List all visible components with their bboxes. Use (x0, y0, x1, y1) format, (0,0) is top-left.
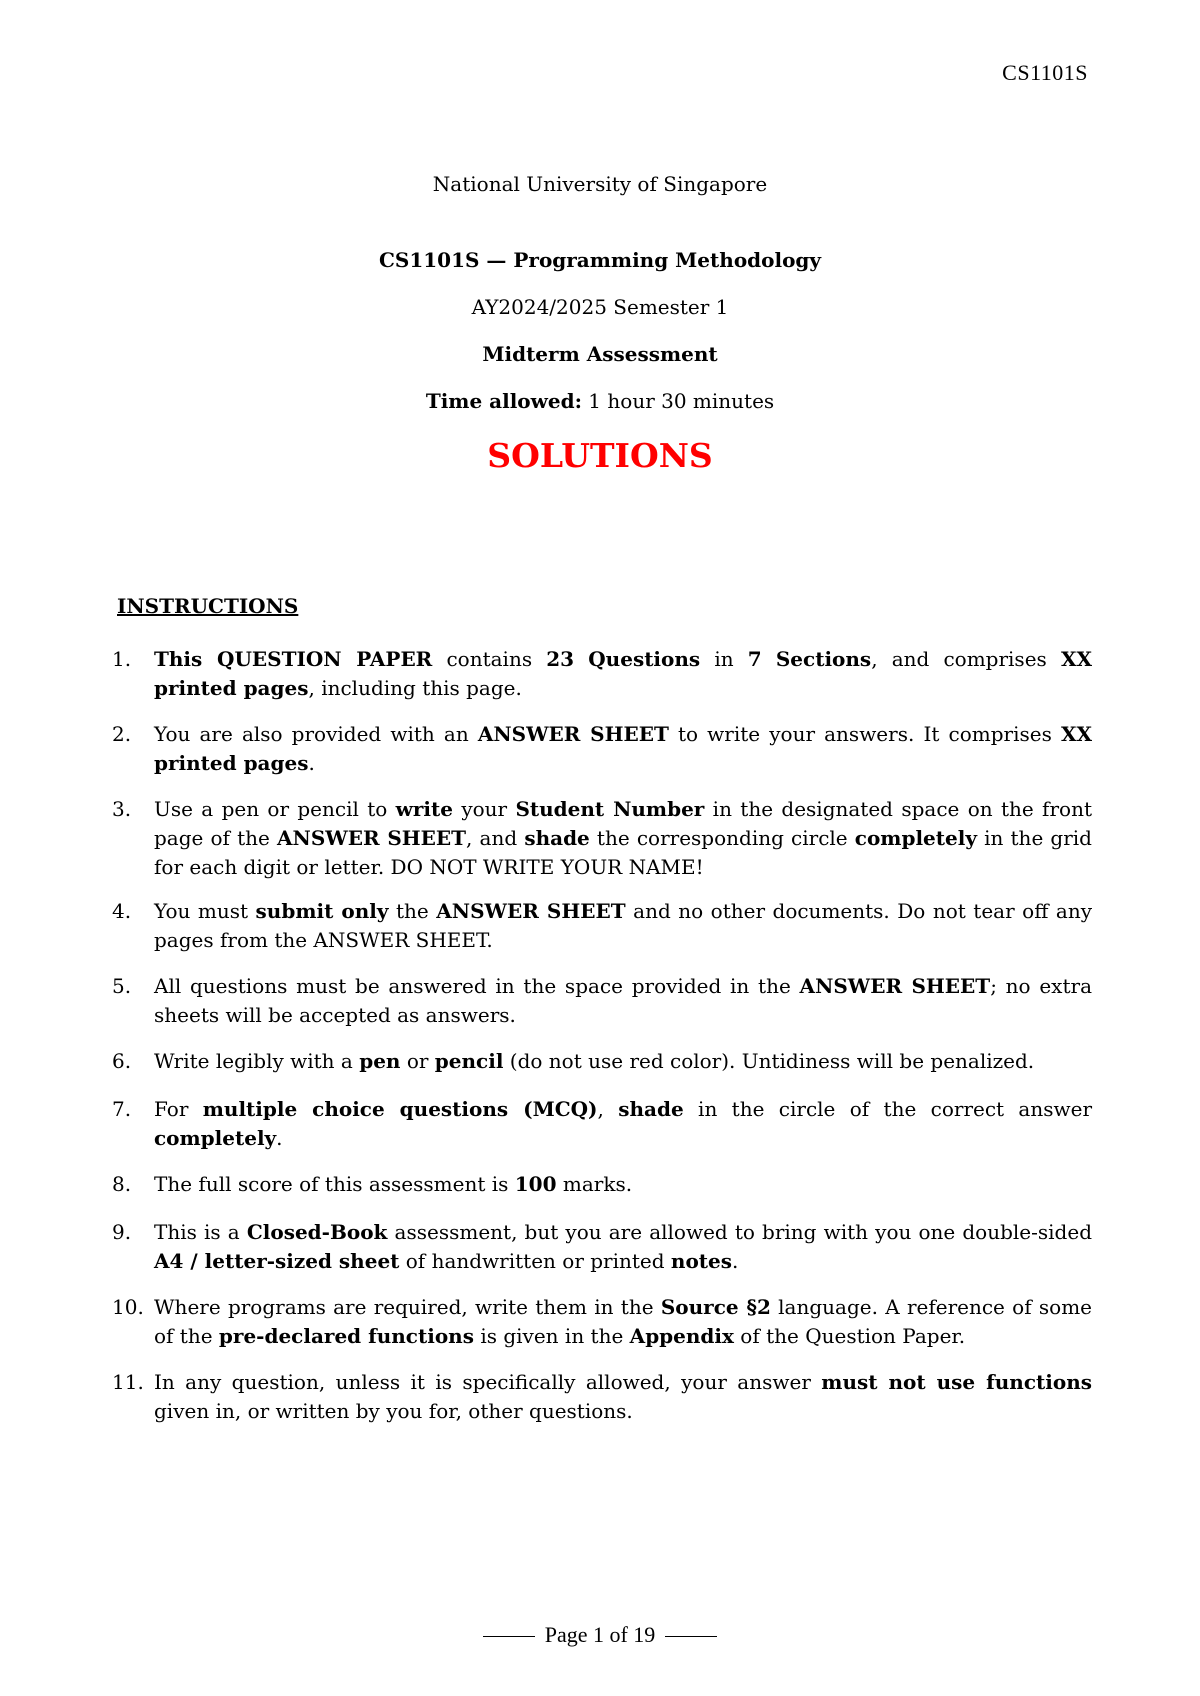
instruction-number: 5. (112, 974, 132, 998)
instruction-text: or (400, 1049, 435, 1073)
instruction-number: 2. (112, 722, 132, 746)
instruction-text: ANSWER SHEET (799, 974, 991, 998)
instruction-text: ; no extra sheets will be accepted as answers. (154, 974, 1092, 1027)
instruction-number: 9. (112, 1220, 132, 1244)
instruction-number: 11. (112, 1370, 144, 1394)
instruction-text: your (452, 797, 516, 821)
instruction-text: of the Question Paper. (733, 1324, 966, 1348)
instruction-text: ANSWER SHEET (277, 826, 467, 850)
instruction-text: 100 (514, 1172, 557, 1196)
instruction-text: XX printed pages (154, 647, 1092, 700)
instruction-text: language. A reference of some of the (154, 1295, 1092, 1348)
instruction-text: shade (618, 1097, 684, 1121)
instruction-item (112, 1095, 1092, 1153)
instruction-text: pre-declared functions (218, 1324, 474, 1348)
instruction-text: . (276, 1126, 283, 1150)
instruction-text: For (154, 1097, 203, 1121)
instruction-text: completely (854, 826, 977, 850)
instruction-text: Closed-Book (246, 1220, 388, 1244)
instruction-number: 1. (112, 647, 132, 671)
instruction-text: , and (466, 826, 525, 850)
instruction-text: Source §2 (660, 1295, 771, 1319)
instruction-text: and no other documents. Do not tear off any pages from the ANSWER SHEET. (154, 899, 1092, 952)
instruction-text: . (308, 751, 315, 775)
instruction-text: pen (359, 1049, 401, 1073)
instruction-text: QUESTION PAPER (217, 647, 433, 671)
instruction-text: In any question, unless it is specifically allowed, your answer (154, 1370, 822, 1394)
instruction-number: 4. (112, 899, 132, 923)
instruction-text: submit only (255, 899, 389, 923)
instruction-text: the (388, 899, 437, 923)
instruction-text: the corresponding circle (589, 826, 855, 850)
instruction-item (112, 1293, 1092, 1351)
instruction-text: completely (154, 1126, 277, 1150)
instruction-item (112, 795, 1092, 882)
instruction-item (112, 720, 1092, 778)
page-footer (0, 1622, 1200, 1648)
instruction-text (762, 647, 776, 671)
solutions-banner: SOLUTIONS (487, 436, 713, 475)
instruction-item (112, 1218, 1092, 1276)
instruction-item (112, 645, 1092, 703)
instruction-text: This (154, 647, 218, 671)
instruction-number: 7. (112, 1097, 132, 1121)
instruction-item (112, 1368, 1092, 1426)
instruction-text: You are also provided with an (154, 722, 478, 746)
instruction-text: , and comprises (871, 647, 1061, 671)
semester-label: AY2024/2025 Semester 1 (471, 295, 729, 319)
instruction-item (112, 972, 1092, 1030)
instruction-text: is given in the (473, 1324, 630, 1348)
instruction-text: Use a pen or pencil to (154, 797, 396, 821)
instruction-number: 6. (112, 1049, 132, 1073)
instruction-text: marks. (556, 1172, 633, 1196)
course-title: CS1101S — Programming Methodology (378, 248, 822, 272)
instruction-item (112, 1047, 1092, 1076)
instruction-text: , including this page. (308, 676, 522, 700)
instruction-text (574, 647, 588, 671)
instruction-text: ANSWER SHEET (436, 899, 626, 923)
instruction-text: ANSWER SHEET (477, 722, 669, 746)
instruction-number: 10. (112, 1295, 144, 1319)
instruction-text: All questions must be answered in the space provided in the (154, 974, 800, 998)
assessment-title: Midterm Assessment (482, 342, 718, 366)
instruction-text: contains (432, 647, 547, 671)
instruction-text: write (395, 797, 453, 821)
instruction-text: in the circle of the correct answer (683, 1097, 1093, 1121)
instruction-text: in the designated space on the front page of the (154, 797, 1092, 850)
instruction-text: You must (154, 899, 256, 923)
instruction-text: Questions (588, 647, 701, 671)
instruction-text: multiple choice questions (MCQ) (202, 1097, 598, 1121)
instruction-number: 8. (112, 1172, 132, 1196)
instruction-text: A4 / letter-sized sheet (154, 1249, 400, 1273)
instruction-text: Student Number (515, 797, 705, 821)
instruction-text: 23 (546, 647, 575, 671)
instruction-text: pencil (434, 1049, 504, 1073)
page-number: Page 1 of 19 (544, 1622, 656, 1647)
instruction-text: , (597, 1097, 619, 1121)
instruction-text: shade (524, 826, 590, 850)
instruction-text: Appendix (629, 1324, 734, 1348)
instruction-text: (do not use red color). Untidiness will be penalized. (503, 1049, 1035, 1073)
footer-rule-right (665, 1636, 717, 1637)
instruction-text: notes (670, 1249, 733, 1273)
instruction-text: Write legibly with a (154, 1049, 360, 1073)
instruction-text: . (732, 1249, 739, 1273)
instruction-text: given in, or written by you for, other questions. (154, 1399, 633, 1423)
header-course-code: CS1101S (1002, 60, 1088, 85)
instruction-text: Where programs are required, write them in the (154, 1295, 661, 1319)
time-allowed-value: 1 hour 30 minutes (581, 389, 775, 413)
instruction-number: 3. (112, 797, 132, 821)
instruction-text: The full score of this assessment is (154, 1172, 515, 1196)
instruction-text: This is a (154, 1220, 247, 1244)
instruction-text: 7 (747, 647, 762, 671)
instruction-text: to write your answers. It comprises (668, 722, 1061, 746)
instruction-text: in the grid for each digit or letter. DO NOT WRITE YOUR NAME! (154, 826, 1092, 879)
time-allowed-label: Time allowed: (425, 389, 582, 413)
instructions-heading: INSTRUCTIONS (117, 594, 299, 618)
instruction-text: must not use functions (821, 1370, 1092, 1394)
time-allowed (0, 389, 1200, 413)
instruction-text: XX printed pages (154, 722, 1092, 775)
university-name: National University of Singapore (432, 172, 768, 196)
footer-rule-left (483, 1636, 535, 1637)
instruction-text: Sections (775, 647, 872, 671)
instruction-item (112, 897, 1092, 955)
instruction-text: in (700, 647, 748, 671)
instruction-text: of handwritten or printed (399, 1249, 671, 1273)
instruction-item (112, 1170, 1092, 1199)
instruction-text: assessment, but you are allowed to bring with you one double-sided (387, 1220, 1092, 1244)
